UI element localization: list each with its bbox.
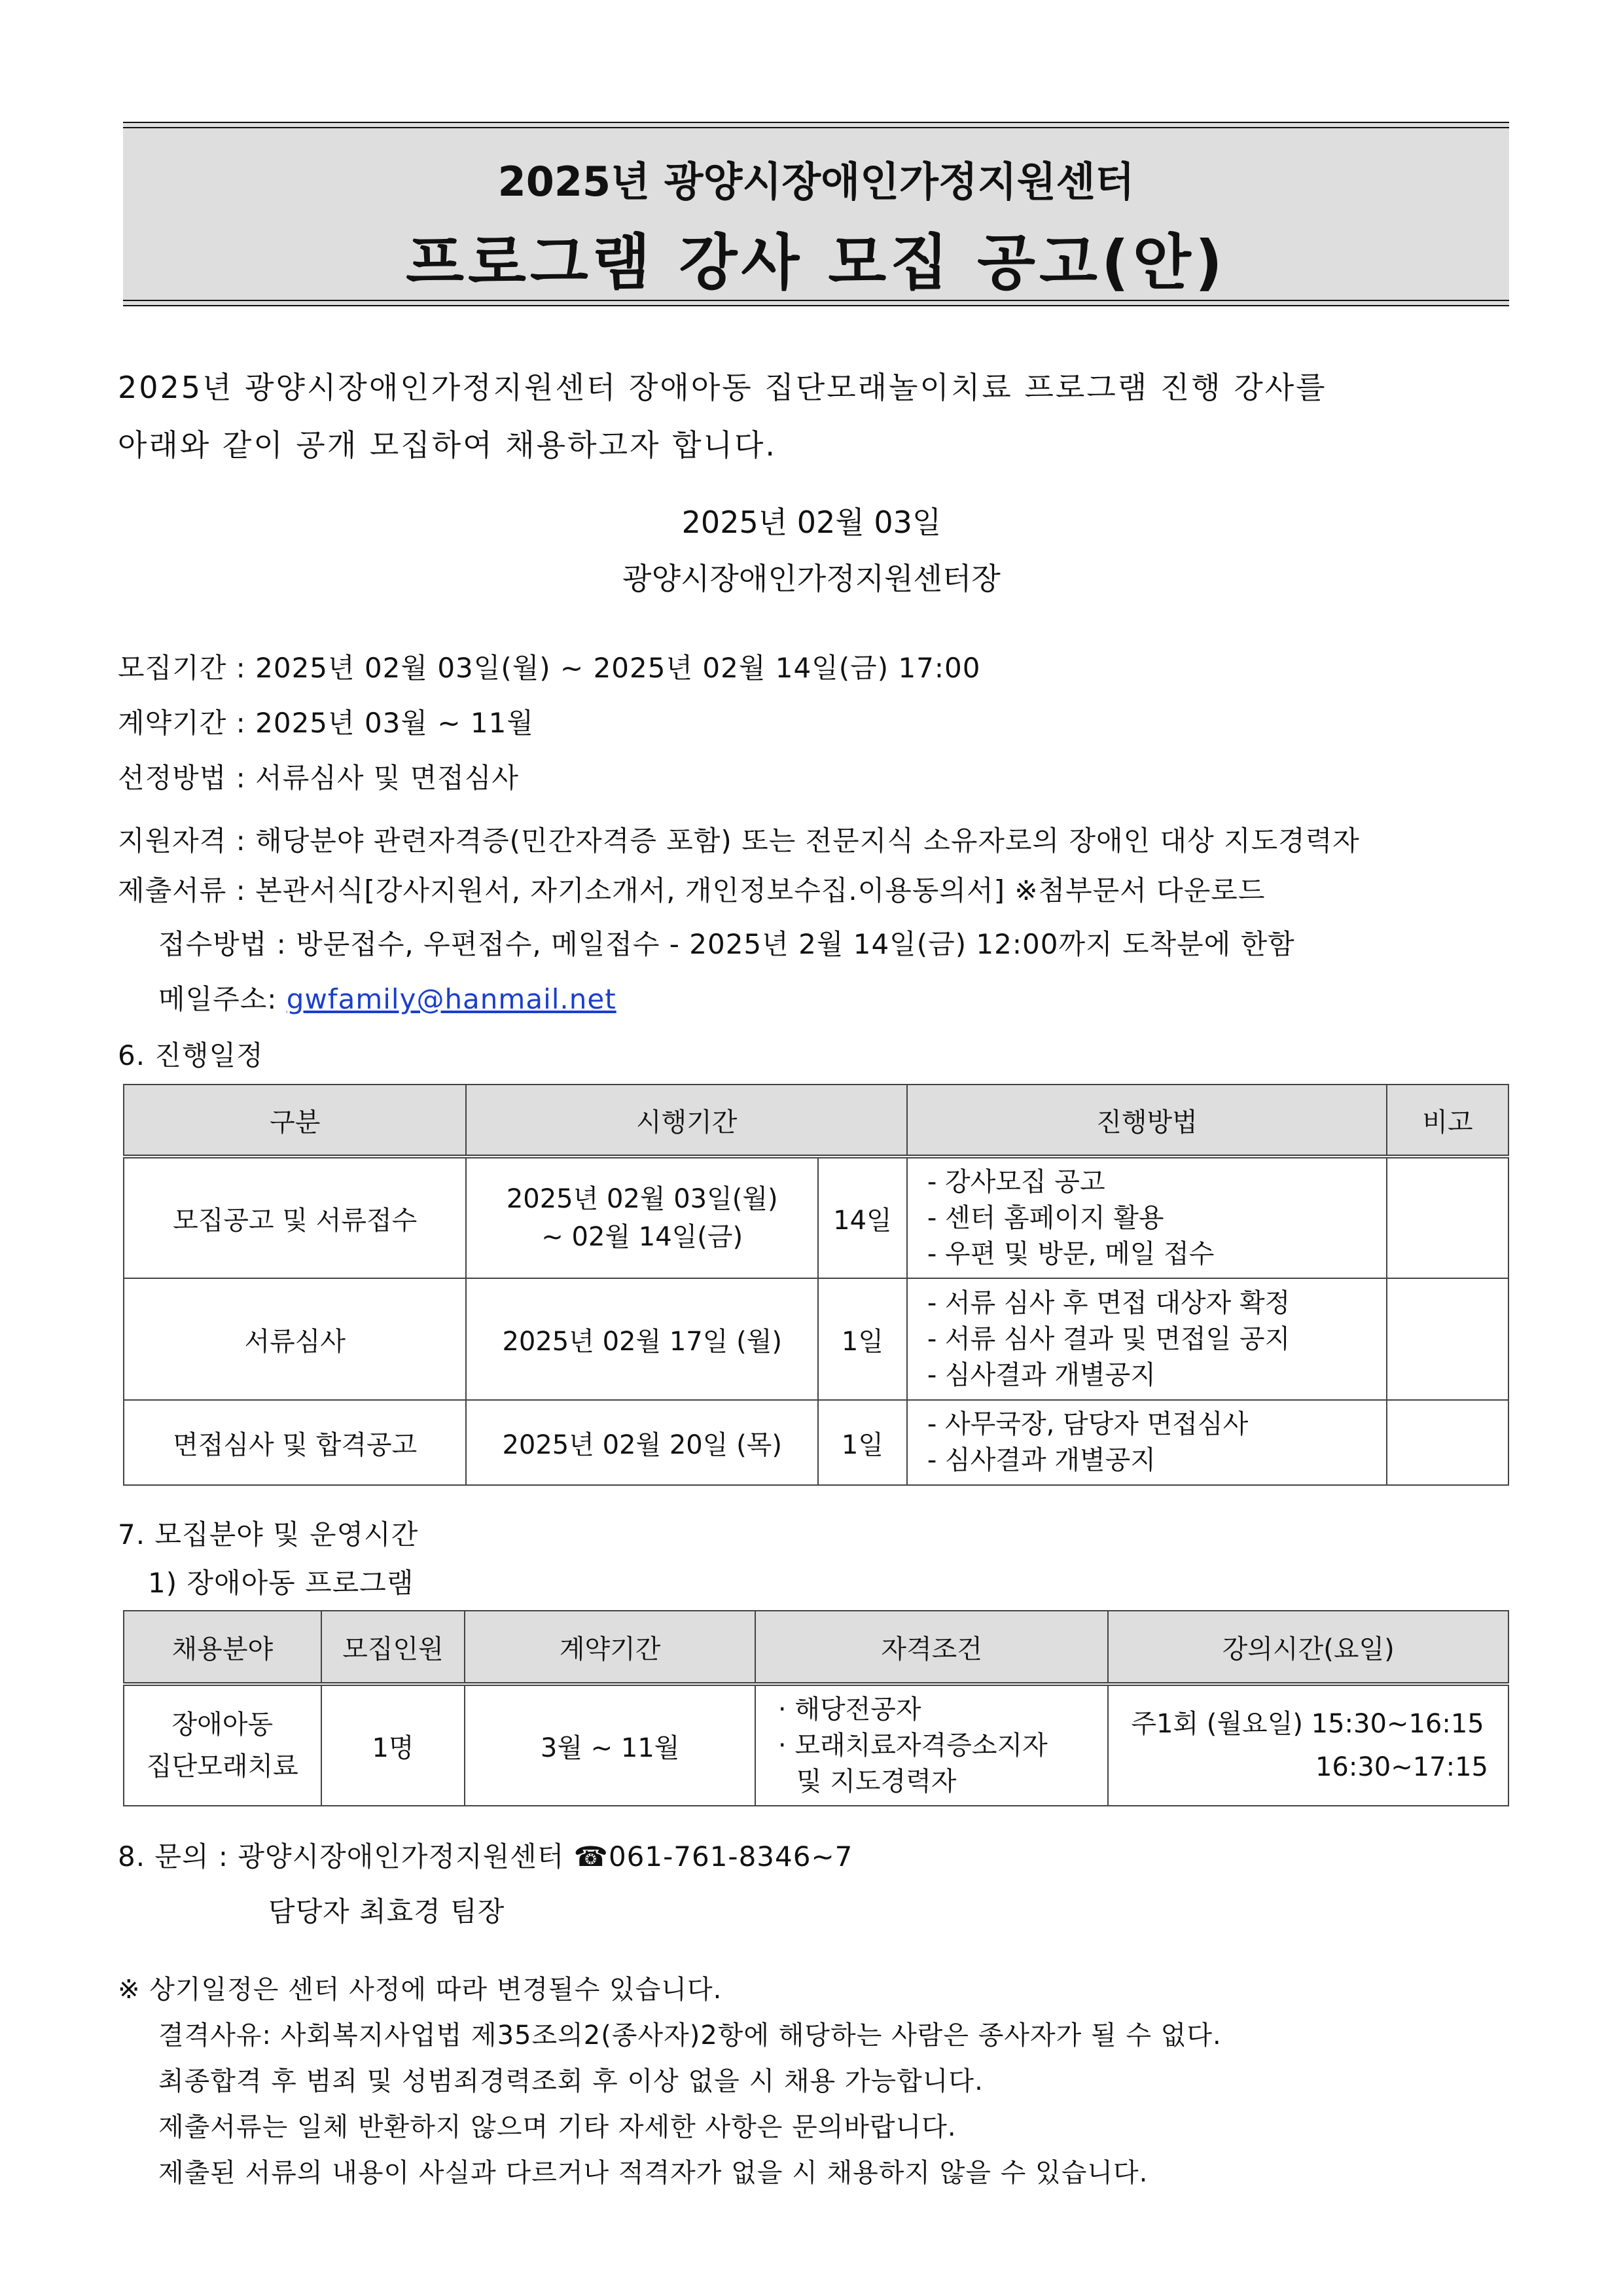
item-1: 모집기간 : 2025년 02월 03일(월) ~ 2025년 02월 14일(금) 17:00 bbox=[118, 652, 981, 684]
schedule-note bbox=[1387, 1400, 1508, 1485]
schedule-period: 2025년 02월 20일 (목) bbox=[466, 1400, 818, 1485]
issuer: 광양시장애인가정지원센터장 bbox=[622, 561, 1001, 596]
title-line1: 2025년 광양시장애인가정지원센터 bbox=[497, 158, 1135, 206]
qual-line: · 모래치료자격증소지자 bbox=[777, 1730, 1048, 1761]
note-line: ※ 상기일정은 센터 사정에 따라 변경될수 있습니다. bbox=[118, 1975, 722, 2005]
time-line2: 16:30~17:15 bbox=[1315, 1752, 1488, 1782]
intro-paragraph bbox=[118, 359, 1512, 474]
recruit-header-qualification: 자격조건 bbox=[755, 1611, 1108, 1684]
recruit-period: 3월 ~ 11월 bbox=[465, 1684, 755, 1806]
method-line: - 심사결과 개별공지 bbox=[927, 1359, 1156, 1390]
schedule-methods bbox=[907, 1278, 1387, 1400]
recruit-header-count: 모집인원 bbox=[321, 1611, 465, 1684]
schedule-methods bbox=[907, 1400, 1387, 1485]
note-line: 결격사유: 사회복지사업법 제35조의2(종사자)2항에 해당하는 사람은 종사자가 될 수 없다. bbox=[158, 2020, 1222, 2051]
table-row bbox=[124, 1278, 1508, 1400]
field-line1: 장애아동 bbox=[171, 1710, 274, 1740]
mail-label: 메일주소: bbox=[158, 983, 287, 1015]
recruit-header-field: 채용분야 bbox=[124, 1611, 321, 1684]
field-line2: 집단모래치료 bbox=[146, 1751, 298, 1782]
contact-line1: 8. 문의 : 광양시장애인가정지원센터 ☎061-761-8346~7 bbox=[118, 1840, 853, 1873]
note-line: 제출서류는 일체 반환하지 않으며 기타 자세한 사항은 문의바랍니다. bbox=[158, 2112, 957, 2142]
method-line: - 강사모집 공고 bbox=[927, 1166, 1105, 1197]
recruit-subheading: 1) 장애아동 프로그램 bbox=[148, 1567, 414, 1599]
method-line: - 심사결과 개별공지 bbox=[927, 1445, 1156, 1475]
schedule-methods bbox=[907, 1157, 1387, 1278]
schedule-category: 서류심사 bbox=[124, 1278, 466, 1400]
time-line1: 주1회 (월요일) 15:30~16:15 bbox=[1131, 1709, 1484, 1739]
method-line: - 서류 심사 후 면접 대상자 확정 bbox=[927, 1287, 1291, 1318]
mail-link[interactable]: gwfamily@hanmail.net bbox=[286, 983, 616, 1015]
period-line1: 2025년 02월 03일(월) bbox=[506, 1184, 778, 1214]
recruit-time bbox=[1108, 1684, 1508, 1806]
item-5: 제출서류 : 본관서식[강사지원서, 자기소개서, 개인정보수집.이용동의서] ※첨부문서 다운로드 bbox=[118, 874, 1266, 906]
schedule-header-note: 비고 bbox=[1387, 1085, 1508, 1157]
intro-line1: 2025년 광양시장애인가정지원센터 장애아동 집단모래놀이치료 프로그램 진행 강사를 bbox=[118, 370, 1327, 405]
schedule-category: 면접심사 및 합격공고 bbox=[124, 1400, 466, 1485]
table-row bbox=[124, 1684, 1508, 1806]
method-line: - 우편 및 방문, 메일 접수 bbox=[927, 1238, 1215, 1269]
item-4: 지원자격 : 해당분야 관련자격증(민간자격증 포함) 또는 전문지식 소유자로의 장애인 대상 지도경력자 bbox=[118, 825, 1360, 857]
recruit-count: 1명 bbox=[321, 1684, 465, 1806]
schedule-note bbox=[1387, 1278, 1508, 1400]
qual-line: 및 지도경력자 bbox=[796, 1766, 957, 1797]
mail-line bbox=[158, 978, 616, 1017]
period-line2: ~ 02월 14일(금) bbox=[541, 1222, 743, 1252]
schedule-days: 1일 bbox=[818, 1278, 907, 1400]
schedule-header-category: 구분 bbox=[124, 1085, 466, 1157]
page-title: 프로그램 강사 모집 공고(안) bbox=[406, 228, 1226, 298]
note-line: 제출된 서류의 내용이 사실과 다르거나 적격자가 없을 시 채용하지 않을 수 있습니다. bbox=[158, 2158, 1149, 2188]
schedule-days: 14일 bbox=[818, 1157, 907, 1278]
note-line: 최종합격 후 범죄 및 성범죄경력조회 후 이상 없을 시 채용 가능합니다. bbox=[158, 2066, 984, 2096]
item-2: 계약기간 : 2025년 03월 ~ 11월 bbox=[118, 707, 534, 739]
schedule-note bbox=[1387, 1157, 1508, 1278]
recruit-table bbox=[123, 1610, 1509, 1806]
recruit-header-period: 계약기간 bbox=[465, 1611, 755, 1684]
recruit-header-time: 강의시간(요일) bbox=[1108, 1611, 1508, 1684]
recruit-field bbox=[124, 1684, 321, 1806]
issue-date: 2025년 02월 03일 bbox=[681, 505, 942, 540]
table-row bbox=[124, 1400, 1508, 1485]
item-3: 선정방법 : 서류심사 및 면접심사 bbox=[118, 762, 519, 794]
qual-line: · 해당전공자 bbox=[777, 1694, 921, 1725]
recruit-heading: 7. 모집분야 및 운영시간 bbox=[118, 1518, 419, 1551]
method-line: - 서류 심사 결과 및 면접일 공지 bbox=[927, 1323, 1291, 1354]
schedule-heading: 6. 진행일정 bbox=[118, 1039, 264, 1071]
schedule-period bbox=[466, 1157, 818, 1278]
schedule-header-method: 진행방법 bbox=[907, 1085, 1387, 1157]
table-row bbox=[124, 1157, 1508, 1278]
schedule-days: 1일 bbox=[818, 1400, 907, 1485]
receipt-method: 접수방법 : 방문접수, 우편접수, 메일접수 - 2025년 2월 14일(금) 12:00까지 도착분에 한함 bbox=[158, 928, 1295, 960]
recruit-qualification bbox=[755, 1684, 1108, 1806]
schedule-header-period: 시행기간 bbox=[466, 1085, 906, 1157]
schedule-table bbox=[123, 1084, 1509, 1486]
intro-line2: 아래와 같이 공개 모집하여 채용하고자 합니다. bbox=[118, 427, 777, 463]
title-box bbox=[123, 122, 1509, 306]
schedule-period: 2025년 02월 17일 (월) bbox=[466, 1278, 818, 1400]
schedule-category: 모집공고 및 서류접수 bbox=[124, 1157, 466, 1278]
contact-line2: 담당자 최효경 팀장 bbox=[268, 1895, 505, 1928]
method-line: - 사무국장, 담당자 면접심사 bbox=[927, 1409, 1249, 1439]
method-line: - 센터 홈페이지 활용 bbox=[927, 1202, 1164, 1233]
